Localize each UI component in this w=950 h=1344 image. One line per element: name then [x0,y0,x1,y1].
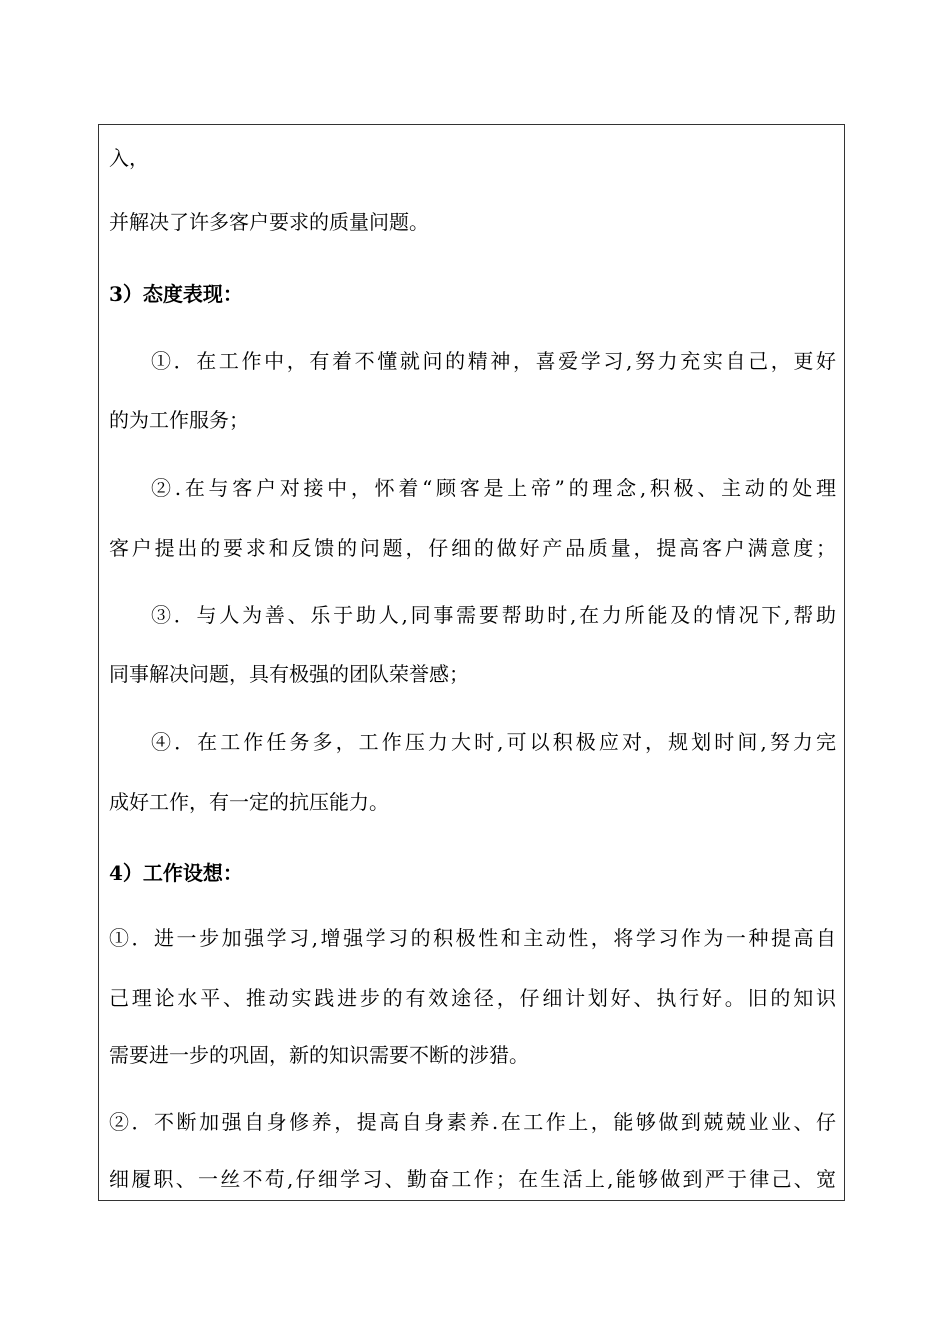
text-line-8: ③．与人为善、乐于助人,同事需要帮助时,在力所能及的情况下,帮助 [151,603,836,627]
text-line-16: ②．不断加强自身修养，提高自身素养.在工作上，能够做到兢兢业业、仔 [109,1110,836,1134]
section-heading-work-plan: 4）工作设想： [109,861,243,885]
text-line-10: ④．在工作任务多，工作压力大时,可以积极应对，规划时间,努力完 [151,730,836,754]
document-frame [98,124,845,1201]
text-line-13: ①．进一步加强学习,增强学习的积极性和主动性，将学习作为一种提高自 [109,926,836,950]
text-line-15: 需要进一步的巩固，新的知识需要不断的涉猎。 [109,1043,529,1067]
section-heading-attitude: 3）态度表现： [109,282,243,306]
text-line-4: ①．在工作中，有着不懂就问的精神，喜爱学习,努力充实自己，更好 [151,349,836,373]
text-line-14: 己理论水平、推动实践进步的有效途径，仔细计划好、执行好。旧的知识 [109,986,836,1010]
text-line-5: 的为工作服务； [109,408,249,432]
text-line-2: 并解决了许多客户要求的质量问题。 [109,210,429,234]
text-line-9: 同事解决问题，具有极强的团队荣誉感； [109,662,469,686]
text-line-11: 成好工作，有一定的抗压能力。 [109,790,389,814]
text-line-17: 细履职、一丝不苟,仔细学习、勤奋工作；在生活上,能够做到严于律己、宽 [109,1167,836,1191]
text-line-1: 入， [109,146,149,170]
text-line-6: ②.在与客户对接中，怀着“顾客是上帝”的理念,积极、主动的处理 [151,476,836,500]
text-line-7: 客户提出的要求和反馈的问题，仔细的做好产品质量，提高客户满意度； [109,536,836,560]
